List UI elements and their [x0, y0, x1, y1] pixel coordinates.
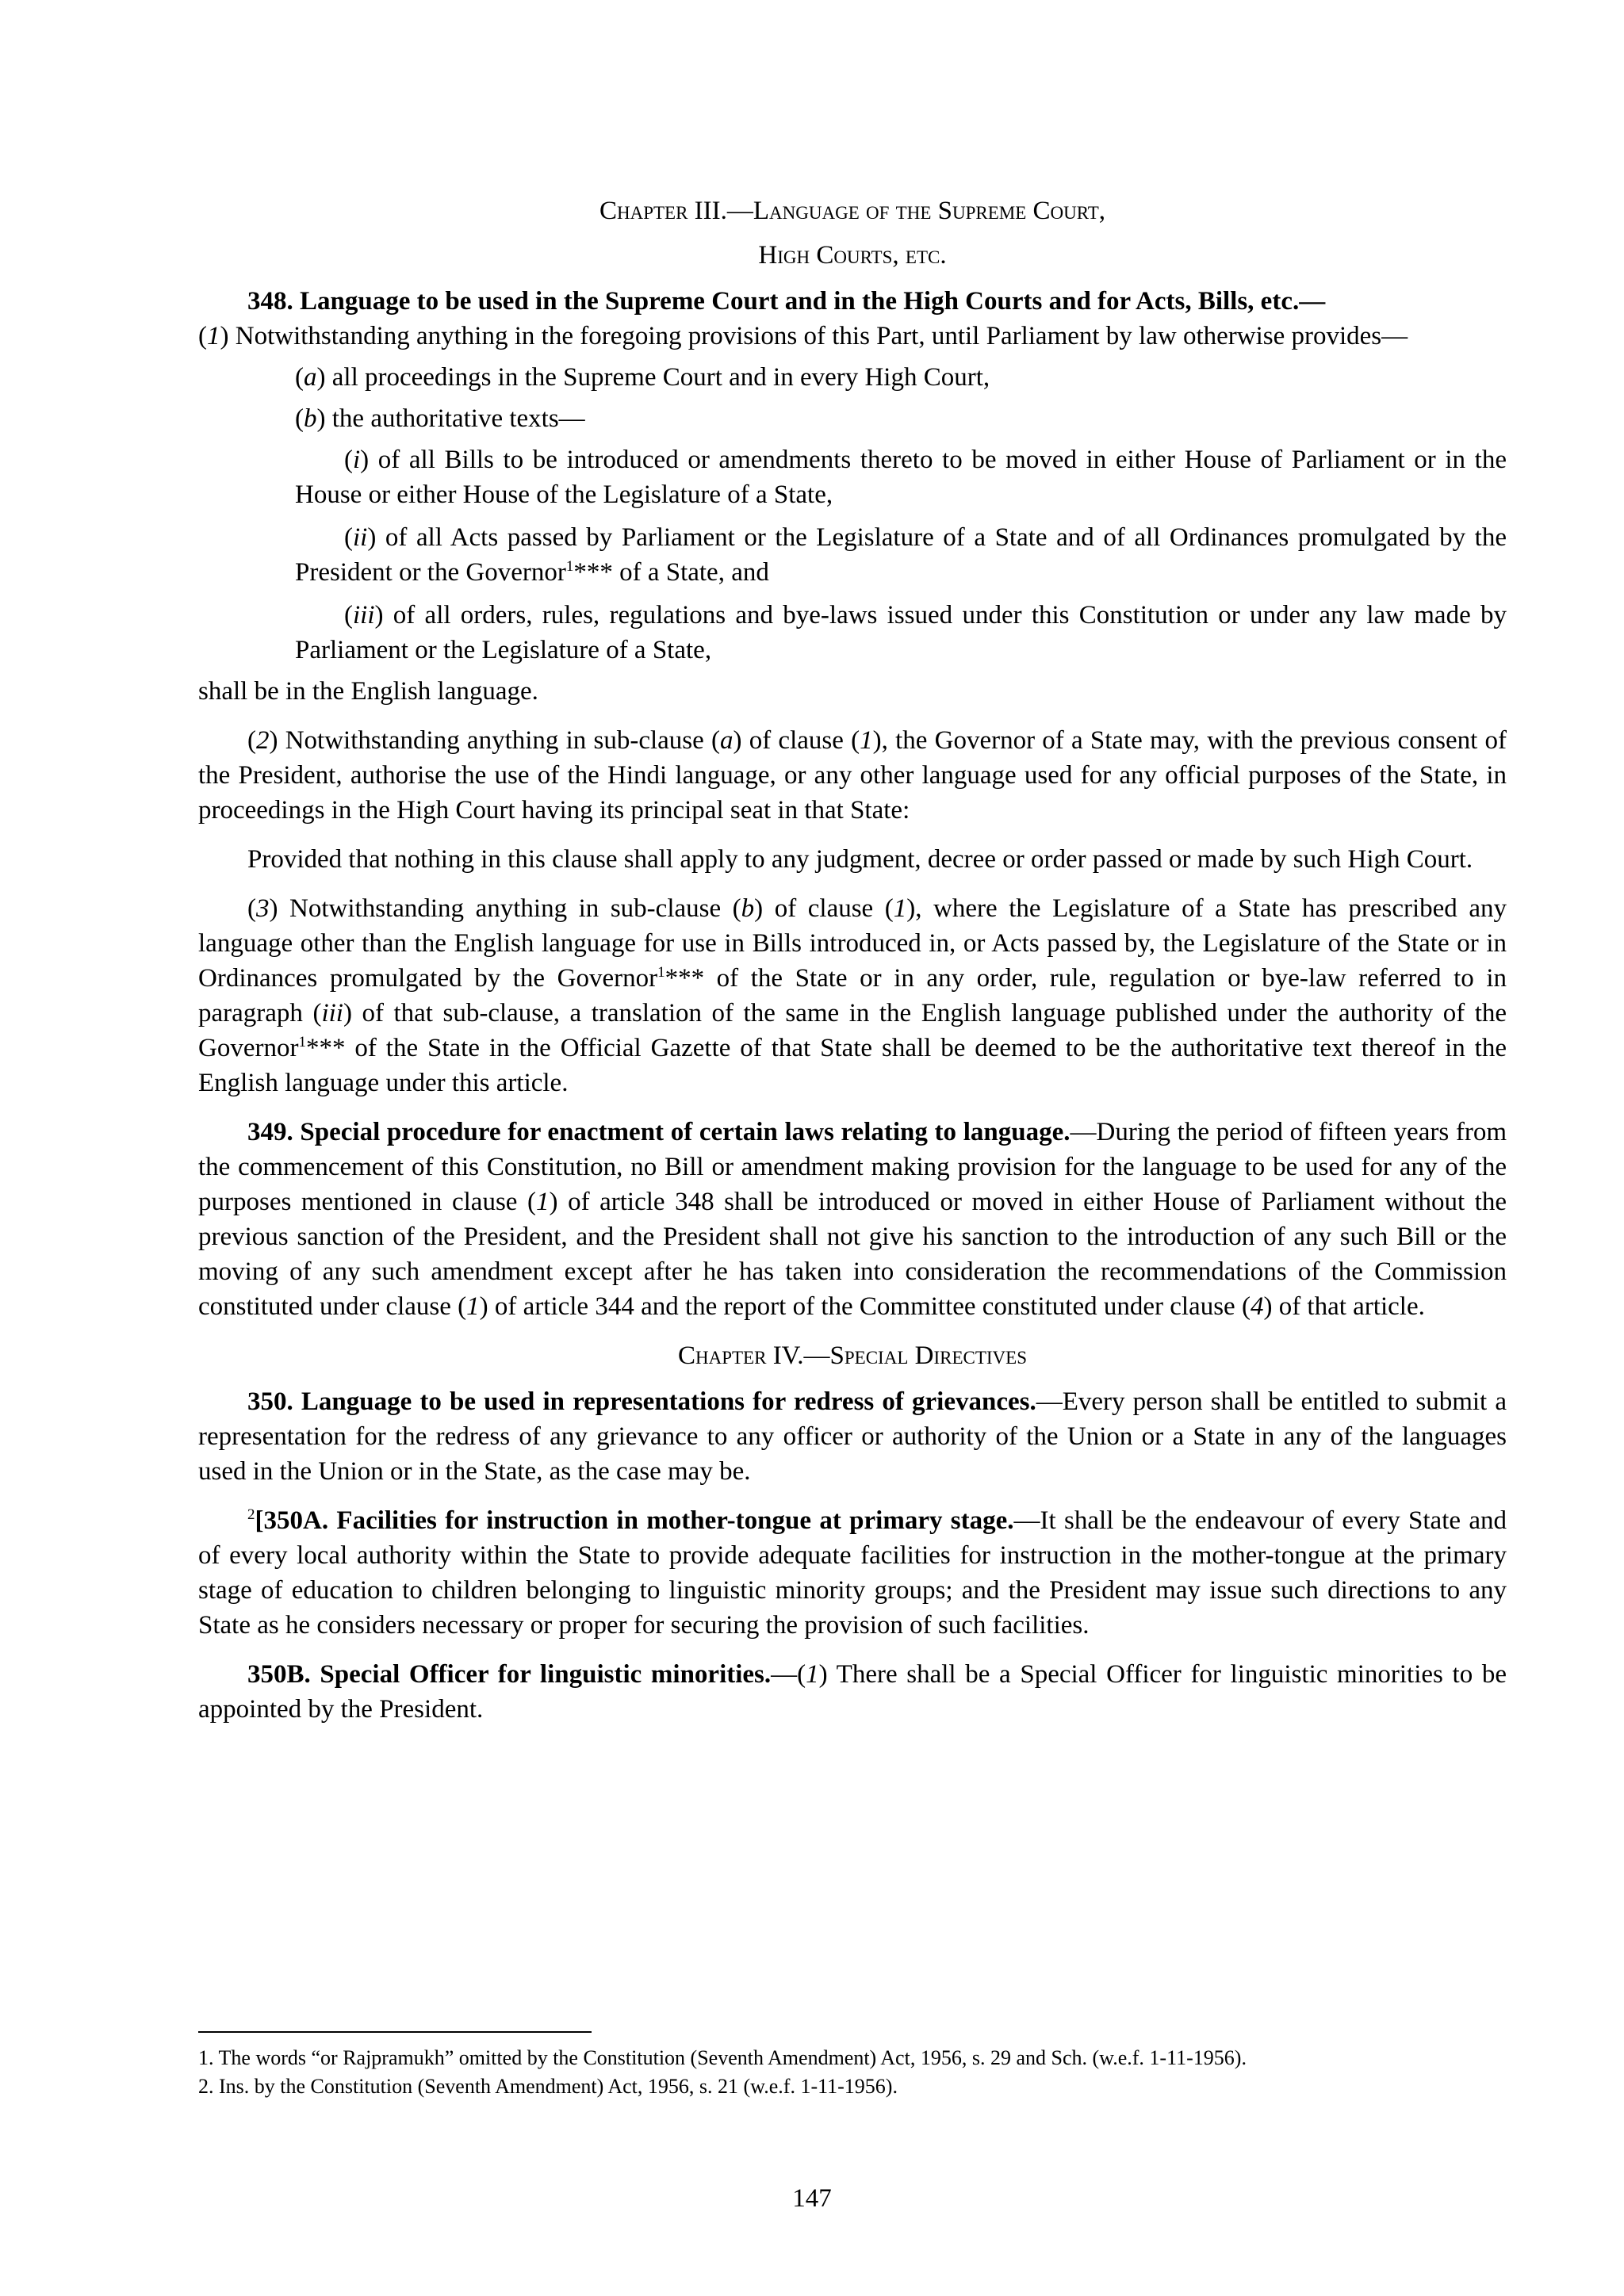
ref-label: 1	[893, 894, 907, 923]
clause-text: *** of the State in the Official Gazette of that State shall be deemed to be the authoritative text thereof in the English language under this article.	[198, 1034, 1507, 1097]
article-349: 349. Special procedure for enactment of certain laws relating to language.—During the period of fifteen years from the commencement of this Constitution, no Bill or amendment making provision for the language to be used for any of the purposes mentioned in clause (1) of article 348 shall be introduced or moved in either House of Parliament without the previous sanction of the President, and the President shall not give his sanction to the introduction of any such Bill or the moving of any such amendment except after he has taken into consideration the recommendations of the Commission constituted under clause (1) of article 344 and the report of the Committee constituted under clause (4) of that article.	[198, 1118, 1507, 1321]
clause-number: 1	[207, 322, 220, 350]
article-348-item-ii: (ii) of all Acts passed by Parliament or the Legislature of a State and of all Ordinances promulgated by the President or the Governor$^1$*** of a State, and	[295, 523, 1507, 587]
footnotes	[198, 2044, 1507, 2101]
clause-text: , where the Legislature of a State has prescribed any language other than the English language for use in Bills introduced in, or Acts passed by, the Legislature of the State or in Ordinances promulgated by the Governor	[198, 894, 1507, 993]
footnote-marker: 1	[298, 1034, 306, 1050]
ref-label: 1	[536, 1188, 550, 1216]
chapter-3-heading-line-2: High Courts, etc.	[758, 241, 947, 270]
item-label: iii	[353, 601, 375, 629]
item-text: of all Bills to be introduced or amendments thereto to be moved in either House of Parliament or in the House or either House of the Legislature of a State,	[295, 446, 1507, 509]
item-text: of all Acts passed by Parliament or the Legislature of a State and of all Ordinances promulgated by the President or the Governor	[295, 523, 1507, 587]
article-350B-heading: 350B. Special Officer for linguistic minorities.	[247, 1660, 772, 1689]
footnote-divider	[198, 2031, 592, 2033]
ref-label: 4	[1250, 1292, 1264, 1321]
article-350A	[198, 1503, 1507, 1643]
article-348-heading: 348. Language to be used in the Supreme Court and in the High Courts and for Acts, Bills, etc.—	[247, 287, 1326, 316]
article-348-closing: shall be in the English language.	[198, 677, 538, 706]
article-text: —Every person shall be entitled to submit a representation for the redress of any grievance to any officer or authority of the Union or a State in any of the languages used in the Union or in the State, as the case may be.	[198, 1387, 1507, 1486]
article-text: of article 348 shall be introduced or moved in either House of Parliament without the previous sanction of the President, and the President shall not give his sanction to the introduction of any such Bill or the moving of any such amendment except after he has taken into consideration the recommendations of the Commission constituted under clause	[198, 1188, 1507, 1321]
ref-label: b	[741, 894, 755, 923]
article-348-item-iii: (iii) of all orders, rules, regulations and bye-laws issued under this Constitution or under any law made by Parliament or the Legislature of a State,	[295, 601, 1507, 664]
clause-text: Notwithstanding anything in sub-clause	[278, 894, 733, 923]
ref-label: 1	[860, 726, 873, 755]
clause-text: of clause	[763, 894, 885, 923]
subclause-text: the authoritative texts—	[325, 404, 585, 433]
footnote-marker: 1	[565, 558, 574, 575]
subclause-label: a	[304, 363, 317, 392]
article-348-subclause-b: (b) the authoritative texts—	[295, 404, 585, 433]
article-348-proviso: Provided that nothing in this clause shall apply to any judgment, decree or order passed or made by such High Court.	[247, 845, 1473, 874]
article-text: ) There shall be a Special Officer for linguistic minorities to be appointed by the President.	[198, 1660, 1507, 1724]
clause-number: 3	[256, 894, 270, 923]
clause-text: , the Governor of a State may, with the previous consent of the President, authorise the use of the Hindi language, or any other language used for any official purposes of the State, in proceedings in the High Court having its principal seat in that State:	[198, 726, 1507, 825]
ref-label: iii	[321, 999, 343, 1027]
ref-label: a	[720, 726, 733, 755]
article-350A-heading: [350A. Facilities for instruction in mother-tongue at primary stage.	[255, 1506, 1014, 1535]
ref-label: 1	[466, 1292, 480, 1321]
clause-text: *** of the State or in any order, rule, regulation or bye-law referred to in paragraph	[198, 964, 1507, 1027]
item-text: of all orders, rules, regulations and bye-laws issued under this Constitution or under any law made by Parliament or the Legislature of a State,	[295, 601, 1507, 664]
article-350B	[198, 1657, 1507, 1727]
article-348-item-i: (i) of all Bills to be introduced or amendments thereto to be moved in either House of Parliament or in the House or either House of the Legislature of a State,	[295, 446, 1507, 509]
article-350-heading: 350. Language to be used in representations for redress of grievances.	[247, 1387, 1036, 1416]
article-348-subclause-a: (a) all proceedings in the Supreme Court and in every High Court,	[295, 363, 990, 392]
subclause-label: b	[304, 404, 317, 433]
article-text: —(	[771, 1660, 806, 1689]
clause-text: Notwithstanding anything in the foregoing provisions of this Part, until Parliament by law otherwise provides—	[228, 322, 1408, 350]
clause-text: Notwithstanding anything in sub-clause	[278, 726, 712, 755]
article-348-clause-1: 348. Language to be used in the Supreme Court and in the High Courts and for Acts, Bills, etc.— (1) Notwithstanding anything in the foregoing provisions of this Part, until Parliament by law otherwise provides—	[198, 287, 1408, 350]
article-349-heading: 349. Special procedure for enactment of certain laws relating to language.	[247, 1118, 1071, 1146]
clause-text: of that sub-clause, a translation of the same in the English language published under the authority of the Governor	[198, 999, 1507, 1062]
article-350	[198, 1384, 1507, 1489]
ref-label: 1	[806, 1660, 819, 1689]
article-348-clause-2: (2) Notwithstanding anything in sub-clause (a) of clause (1), the Governor of a State may, with the previous consent of the President, authorise the use of the Hindi language, or any other language used for any official purposes of the State, in proceedings in the High Court having its principal seat in that State:	[198, 726, 1507, 825]
footnote-marker: 2	[247, 1506, 255, 1523]
subclause-text: all proceedings in the Supreme Court and in every High Court,	[325, 363, 990, 392]
item-label: ii	[353, 523, 368, 552]
clause-text: of clause	[741, 726, 852, 755]
article-text: —During the period of fifteen years from the commencement of this Constitution, no Bill or amendment making provision for the language to be used for any of the purposes mentioned in clause	[198, 1118, 1507, 1216]
page-number: 147	[792, 2184, 832, 2213]
footnote-2: 2. Ins. by the Constitution (Seventh Amendment) Act, 1956, s. 21 (w.e.f. 1-11-1956).	[198, 2075, 898, 2098]
document-page	[198, 0, 1507, 1727]
item-text: *** of a State, and	[573, 558, 769, 587]
footnote-marker: 1	[657, 964, 665, 981]
footnote-1: 1. The words “or Rajpramukh” omitted by the Constitution (Seventh Amendment) Act, 1956, s. 29 and Sch. (w.e.f. 1-11-1956).	[198, 2046, 1247, 2069]
chapter-4-heading: Chapter IV.—Special Directives	[677, 1341, 1027, 1370]
article-text: of article 344 and the report of the Committee constituted under clause	[488, 1292, 1242, 1321]
chapter-3-heading-line-1: Chapter III.—Language of the Supreme Court,	[599, 197, 1106, 225]
item-label: i	[353, 446, 361, 474]
article-348-clause-3: (3) Notwithstanding anything in sub-clause (b) of clause (1), where the Legislature of a State has prescribed any language other than the English language for use in Bills introduced in, or Acts passed by, the Legislature of the State or in Ordinances promulgated by the Governor$^1$*** of the State or in any order, rule, regulation or bye-law referred to in paragraph (iii) of that sub-clause, a translation of the same in the English language published under the authority of the Governor$^1$*** of the State in the Official Gazette of that State shall be deemed to be the authoritative text thereof in the English language under this article.	[198, 894, 1507, 1097]
article-text: of that article.	[1272, 1292, 1425, 1321]
clause-number: 2	[256, 726, 270, 755]
article-text: —It shall be the endeavour of every State and of every local authority within the State to provide adequate facilities for instruction in the mother-tongue at the primary stage of education to children belonging to linguistic minority groups; and the President may issue such directions to any State as he considers necessary or proper for securing the provision of such facilities.	[198, 1506, 1507, 1640]
